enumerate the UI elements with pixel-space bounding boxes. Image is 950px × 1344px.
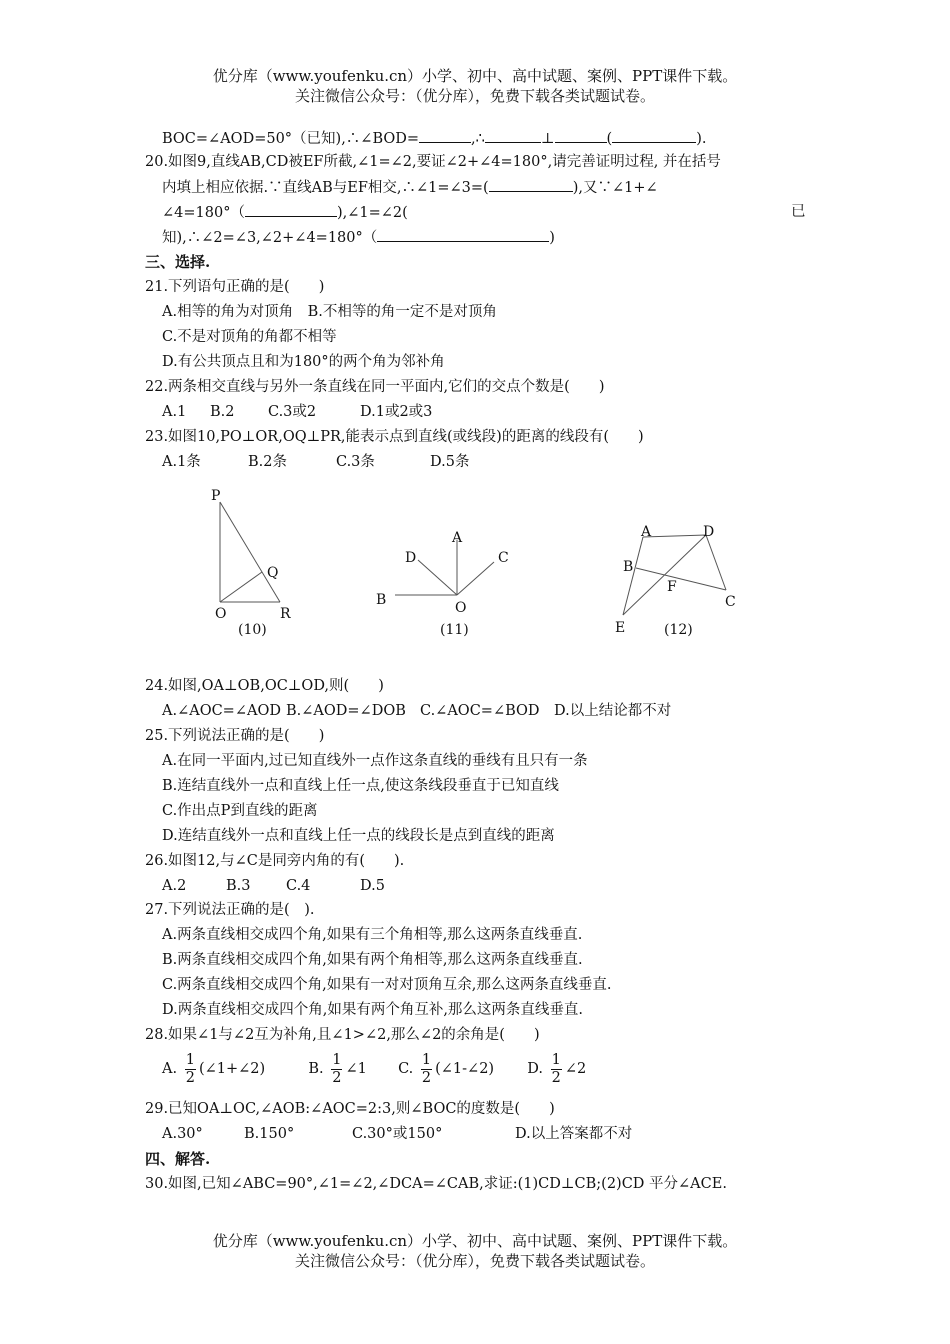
q28-options [162, 1051, 586, 1087]
q20-line3: ∠4=180°（ ),∠1=∠2( [162, 202, 408, 223]
q27-stem: 27.下列说法正确的是( ). [145, 902, 315, 918]
q24-stem: 24.如图,OA⊥OB,OC⊥OD,则( ) [145, 678, 384, 694]
fig11-caption: (11) [440, 622, 469, 638]
q21-option-ab: A.相等的角为对顶角 B.不相等的角一定不是对顶角 [162, 304, 497, 320]
fig10-caption: (10) [238, 622, 267, 638]
fig12-label-e: E [615, 620, 626, 636]
q28-d-fraction: $\frac{1}{2}$ [551, 1051, 561, 1086]
section-heading-choice: 三、选择. [145, 253, 211, 271]
q26-stem: 26.如图12,与∠C是同旁内角的有( ). [145, 853, 405, 869]
q23-option-b: B.2条 [248, 454, 287, 470]
page-header-line2: 关注微信公众号：（优分库），免费下载各类试题试卷。 [294, 87, 655, 105]
q24-option-c: C.∠AOC=∠BOD [420, 703, 540, 719]
fig12-line-bc [636, 568, 726, 590]
q27-option-d: D.两条直线相交成四个角,如果有两个角互补,那么这两条直线垂直. [162, 1002, 584, 1018]
q23-option-a: A.1条 [162, 454, 201, 470]
fig10-label-q: Q [267, 565, 279, 581]
q29-stem: 29.已知OA⊥OC,∠AOB:∠AOC=2:3,则∠BOC的度数是( ) [145, 1101, 555, 1117]
q20-line2: 内填上相应依据.∵直线AB与EF相交,∴∠1=∠3=( ),又∵∠1+∠ [162, 177, 658, 198]
q22-option-c: C.3或2 [268, 404, 317, 420]
fig10-label-o: O [215, 606, 227, 622]
q20-line1: 20.如图9,直线AB,CD被EF所截,∠1=∠2,要证∠2+∠4=180°,请完善证明过程, 并在括号 [145, 154, 721, 170]
q24-option-a: A.∠AOC=∠AOD [162, 703, 281, 719]
q22-option-d: D.1或2或3 [360, 404, 433, 420]
q27-option-c: C.两条直线相交成四个角,如果有一对对顶角互余,那么这两条直线垂直. [162, 977, 612, 993]
fig12-line-ad [643, 535, 706, 537]
fig12-label-d: D [703, 524, 715, 540]
q23-option-c: C.3条 [336, 454, 375, 470]
q25-option-d: D.连结直线外一点和直线上任一点的线段长是点到直线的距离 [162, 828, 555, 844]
q27-option-a: A.两条直线相交成四个角,如果有三个角相等,那么这两条直线垂直. [162, 927, 583, 943]
q23-option-d: D.5条 [430, 454, 470, 470]
q28-option-c: C. $\frac{1}{2}$ (∠1-∠2) [398, 1051, 495, 1086]
q28-a-fraction: $\frac{1}{2}$ [185, 1051, 195, 1086]
q23-stem: 23.如图10,PO⊥OR,OQ⊥PR,能表示点到直线(或线段)的距离的线段有( ) [145, 429, 644, 445]
figure-10 [211, 488, 291, 638]
q21-stem: 21.下列语句正确的是( ) [145, 279, 325, 295]
q21-option-d: D.有公共顶点且和为180°的两个角为邻补角 [162, 354, 445, 370]
q25-option-b: B.连结直线外一点和直线上任一点,使这条线段垂直于已知直线 [162, 778, 559, 794]
q28-option-b: B. $\frac{1}{2}$ ∠1 [308, 1051, 367, 1086]
figure-12 [615, 524, 736, 638]
q21-option-c: C.不是对顶角的角都不相等 [162, 329, 337, 345]
fig12-caption: (12) [664, 622, 693, 638]
q28-stem: 28.如果∠1与∠2互为补角,且∠1>∠2,那么∠2的余角是( ) [145, 1027, 540, 1043]
fig12-label-a: A [641, 524, 652, 540]
figure-11 [376, 530, 509, 638]
q24-option-d: D.以上结论都不对 [554, 703, 672, 719]
q29-option-d: D.以上答案都不对 [515, 1126, 633, 1142]
fig12-line-ae [623, 537, 643, 615]
q25-option-c: C.作出点P到直线的距离 [162, 803, 318, 819]
q20-line3-tail: 已 [791, 204, 806, 220]
q28-option-d: D. $\frac{1}{2}$ ∠2 [527, 1051, 587, 1086]
fig12-label-b: B [623, 559, 634, 575]
q25-option-a: A.在同一平面内,过已知直线外一点作这条直线的垂线有且只有一条 [162, 753, 588, 769]
fig12-label-f: F [667, 579, 677, 595]
fig11-line-od [418, 560, 457, 595]
q24-option-b: B.∠AOD=∠DOB [286, 703, 406, 719]
q26-option-c: C.4 [286, 878, 311, 894]
page-header-line1: 优分库（www.youfenku.cn）小学、初中、高中试题、案例、PPT课件下载。 [212, 67, 738, 85]
q28-c-fraction: $\frac{1}{2}$ [421, 1051, 432, 1086]
q22-option-b: B.2 [210, 404, 235, 420]
q20-line4: 知),∴∠2=∠3,∠2+∠4=180°（ ) [162, 227, 555, 248]
q29-option-b: B.150° [244, 1126, 295, 1142]
figures-10-11-12 [0, 480, 950, 650]
q29-option-c: C.30°或150° [352, 1126, 443, 1142]
q26-option-b: B.3 [226, 878, 251, 894]
fig12-label-c: C [725, 594, 736, 610]
fig11-label-o: O [455, 600, 467, 616]
q26-option-d: D.5 [360, 878, 385, 894]
fig11-label-a: A [452, 530, 463, 546]
q30-stem: 30.如图,已知∠ABC=90°,∠1=∠2,∠DCA=∠CAB,求证:(1)CD⊥CB;(2)CD 平分∠ACE. [145, 1176, 727, 1192]
q28-option-a: A. $\frac{1}{2}$ (∠1+∠2) [162, 1051, 266, 1086]
fig11-label-c: C [498, 550, 509, 566]
fig10-line-oq [220, 572, 262, 602]
fig11-label-d: D [405, 550, 417, 566]
fig10-label-p: P [211, 488, 221, 504]
q29-option-a: A.30° [162, 1126, 203, 1142]
q26-option-a: A.2 [162, 878, 187, 894]
q19-tail: BOC=∠AOD=50°（已知),∴∠BOD= ,∴ ⊥ ( ). [162, 128, 706, 149]
page-footer-line2: 关注微信公众号：（优分库），免费下载各类试题试卷。 [294, 1252, 655, 1270]
q25-stem: 25.下列说法正确的是( ) [145, 728, 325, 744]
q28-b-fraction: $\frac{1}{2}$ [332, 1051, 342, 1086]
q27-option-b: B.两条直线相交成四个角,如果有两个角相等,那么这两条直线垂直. [162, 952, 583, 968]
fig10-line-pr [220, 502, 280, 602]
fig11-label-b: B [376, 592, 387, 608]
fig12-line-dc [706, 535, 726, 590]
page-footer-line1: 优分库（www.youfenku.cn）小学、初中、高中试题、案例、PPT课件下载。 [212, 1232, 738, 1250]
q22-stem: 22.两条相交直线与另外一条直线在同一平面内,它们的交点个数是( ) [145, 379, 605, 395]
q22-option-a: A.1 [162, 404, 187, 420]
fig11-line-oc [457, 562, 494, 595]
fig10-label-r: R [280, 606, 291, 622]
section-heading-answer: 四、解答. [145, 1150, 211, 1168]
